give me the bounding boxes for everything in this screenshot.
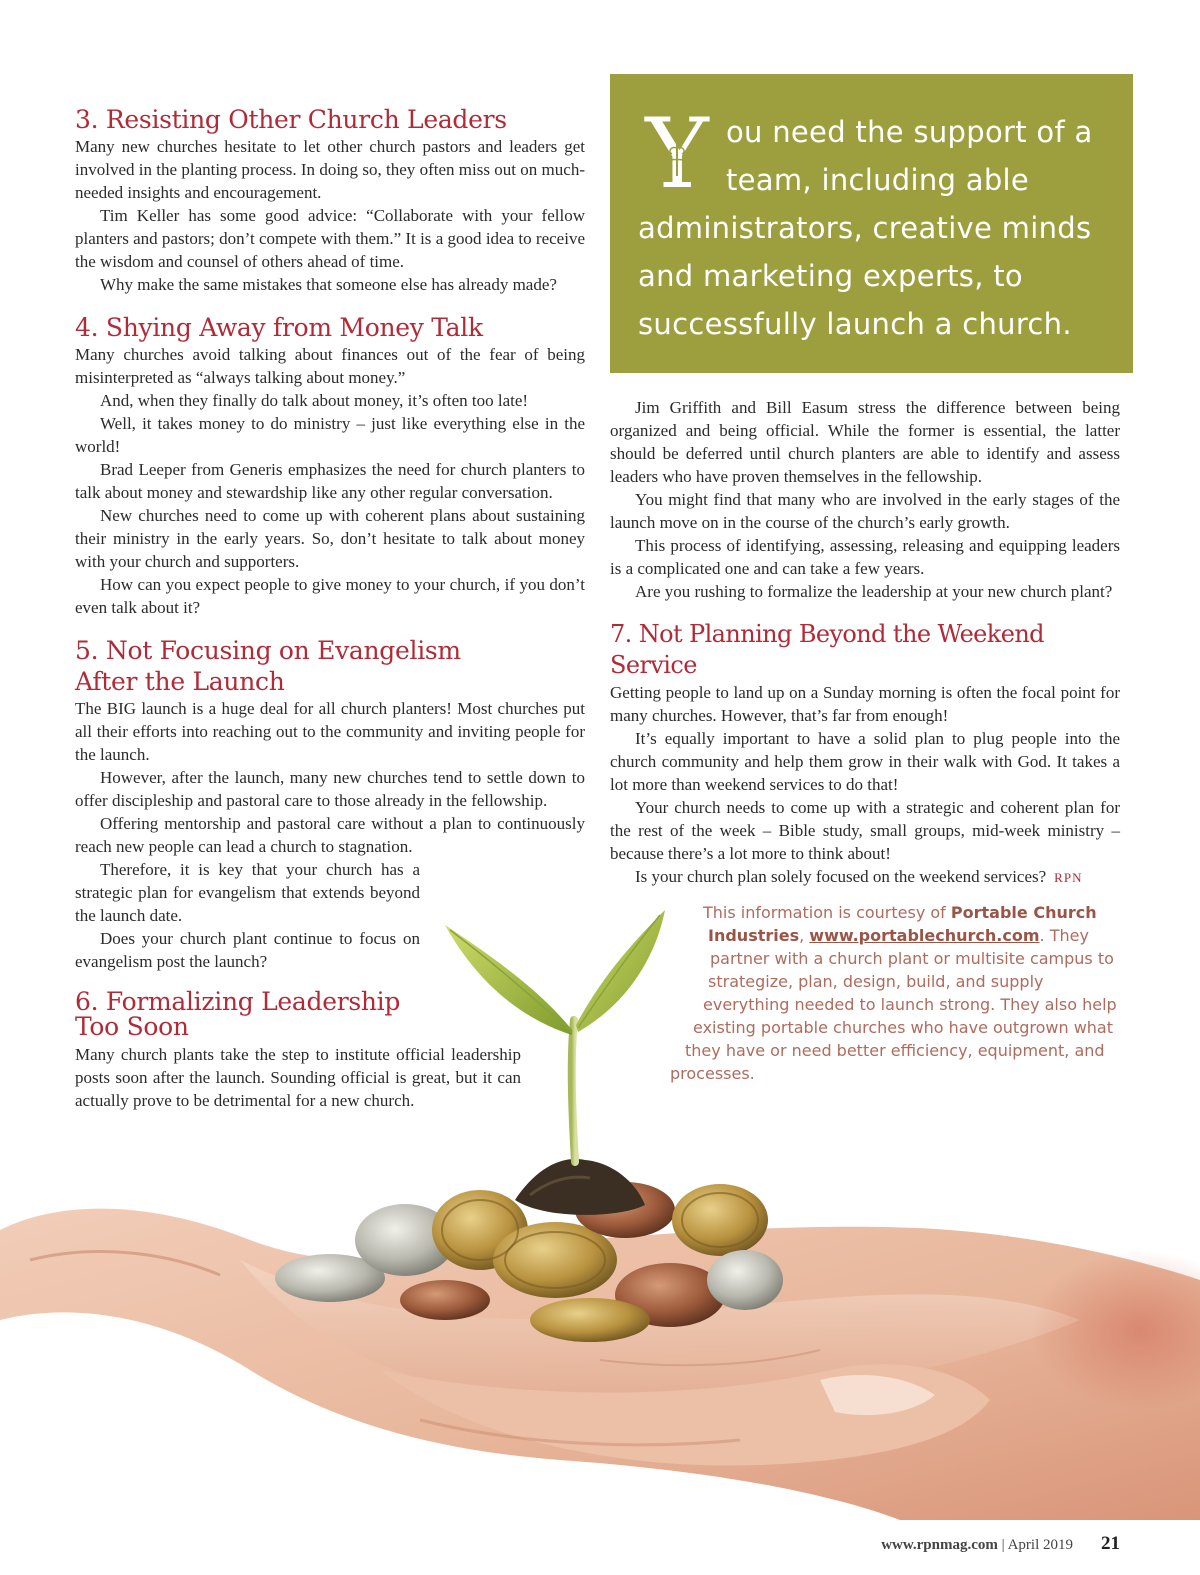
section-5 [75,635,585,973]
footer-date: April 2019 [1007,1537,1073,1553]
vine-ornament-icon [662,138,692,178]
footer-website[interactable]: www.rpnmag.com [881,1537,998,1553]
pull-quote-text: ou need the support of a team, including able administrators, creative minds and marketing experts, to successfully launch a church. [638,115,1093,341]
courtesy-line: they have or need better efficiency, equipment, and [685,1041,1105,1060]
drop-cap [638,98,716,210]
page-footer [881,1533,1120,1555]
paragraph: Tim Keller has some good advice: “Collaborate with your fellow planters and pastors; don’t compete with them.” It is a good idea to receive the wisdom and counsel of others ahead of time. [75,206,585,271]
paragraph: The BIG launch is a huge deal for all church planters! Most churches put all their efforts into reaching out to the community and inviting people for the launch. [75,699,585,764]
closing-question: Is your church plan solely focused on the weekend services? [635,867,1047,886]
company-website-link[interactable]: www.portablechurch.com [809,926,1040,945]
paragraph: Does your church plant continue to focus on evangelism post the launch? [75,929,420,971]
courtesy-note [668,901,1120,1085]
paragraph: This process of identifying, assessing, releasing and equipping leaders is a complicated one and can take a few years. [610,536,1120,578]
paragraph: Many church plants take the step to institute official leadership posts soon after the launch. Sounding official is great, but it can actually prove to be detrimental for a new church. [75,1045,521,1110]
courtesy-sep: , [799,926,810,945]
paragraph: Jim Griffith and Bill Easum stress the difference between being organized and being official. While the former is essential, the latter should be deferred until church planters are able to identify and assess leaders who have proven themselves in the fellowship. [610,398,1120,486]
rpn-signature: RPN [1054,870,1083,885]
right-column [610,396,1120,905]
pull-quote [610,74,1133,373]
footer-separator: | [997,1537,1008,1553]
section-heading: 5. Not Focusing on Evangelism After the Launch [75,636,461,696]
paragraph: And, when they finally do talk about money, it’s often too late! [100,391,529,410]
paragraph: Many new churches hesitate to let other church pastors and leaders get involved in the planting process. In doing so, they often miss out on much-needed insights and encouragement. [75,137,585,202]
courtesy-line: partner with a church plant or multisite campus to [710,949,1114,968]
courtesy-line [668,924,1120,947]
courtesy-line: processes. [670,1064,755,1083]
left-column [75,104,585,1128]
paragraph: New churches need to come up with coherent plans about sustaining their ministry in the early years. So, don’t hesitate to talk about money with your church and supporters. [75,506,585,571]
courtesy-line: strategize, plan, design, build, and supply [708,972,1044,991]
paragraph: Brad Leeper from Generis emphasizes the need for church planters to talk about money and stewardship like any other regular conversation. [75,460,585,502]
section-6 [75,989,521,1112]
courtesy-line: existing portable churches who have outgrown what [693,1018,1113,1037]
paragraph: Your church needs to come up with a strategic and coherent plan for the rest of the week – Bible study, small groups, mid-week ministry – because there’s a lot more to think about! [610,798,1120,863]
section-6-continued [610,396,1120,603]
section-7 [610,619,1120,889]
paragraph [610,865,1120,889]
paragraph: You might find that many who are involved in the early stages of the launch move on in the course of the church’s early growth. [610,490,1120,532]
drop-cap-letter: Y [645,98,709,210]
page-number: 21 [1101,1533,1120,1554]
paragraph: Getting people to land up on a Sunday morning is often the focal point for many churches. However, that’s far from enough! [610,683,1120,725]
paragraph: Well, it takes money to do ministry – just like everything else in the world! [75,414,585,456]
company-name: Portable Church [950,903,1097,922]
section-heading: 7. Not Planning Beyond the Weekend Service [610,620,1044,679]
paragraph: Many churches avoid talking about finances out of the fear of being misinterpreted as “always talking about money.” [75,345,585,387]
section-heading: 6. Formalizing Leadership Too Soon [75,987,401,1041]
section-4 [75,312,585,619]
paragraph: How can you expect people to give money to your church, if you don’t even talk about it? [75,575,585,617]
section-heading: 4. Shying Away from Money Talk [75,313,483,342]
section-heading: 3. Resisting Other Church Leaders [75,105,507,134]
paragraph: However, after the launch, many new churches tend to settle down to offer discipleship and pastoral care to those already in the fellowship. [75,768,585,810]
courtesy-prefix: This information is courtesy of [703,903,951,922]
paragraph: It’s equally important to have a solid plan to plug people into the church community and help them grow in their walk with God. It takes a lot more than weekend services to do that! [610,729,1120,794]
courtesy-after-site: . They [1039,926,1089,945]
paragraph: Are you rushing to formalize the leadership at your new church plant? [635,582,1113,601]
paragraph: Therefore, it is key that your church has a strategic plan for evangelism that extends beyond the launch date. [75,860,420,925]
courtesy-line [668,901,1120,924]
paragraph: Offering mentorship and pastoral care without a plan to continuously reach new people can lead a church to stagnation. [75,814,585,856]
paragraph: Why make the same mistakes that someone else has already made? [100,275,557,294]
section-3 [75,104,585,296]
company-name-cont: Industries [708,926,800,945]
courtesy-line: everything needed to launch strong. They also help [703,995,1117,1014]
narrow-text-wrap [75,858,585,973]
